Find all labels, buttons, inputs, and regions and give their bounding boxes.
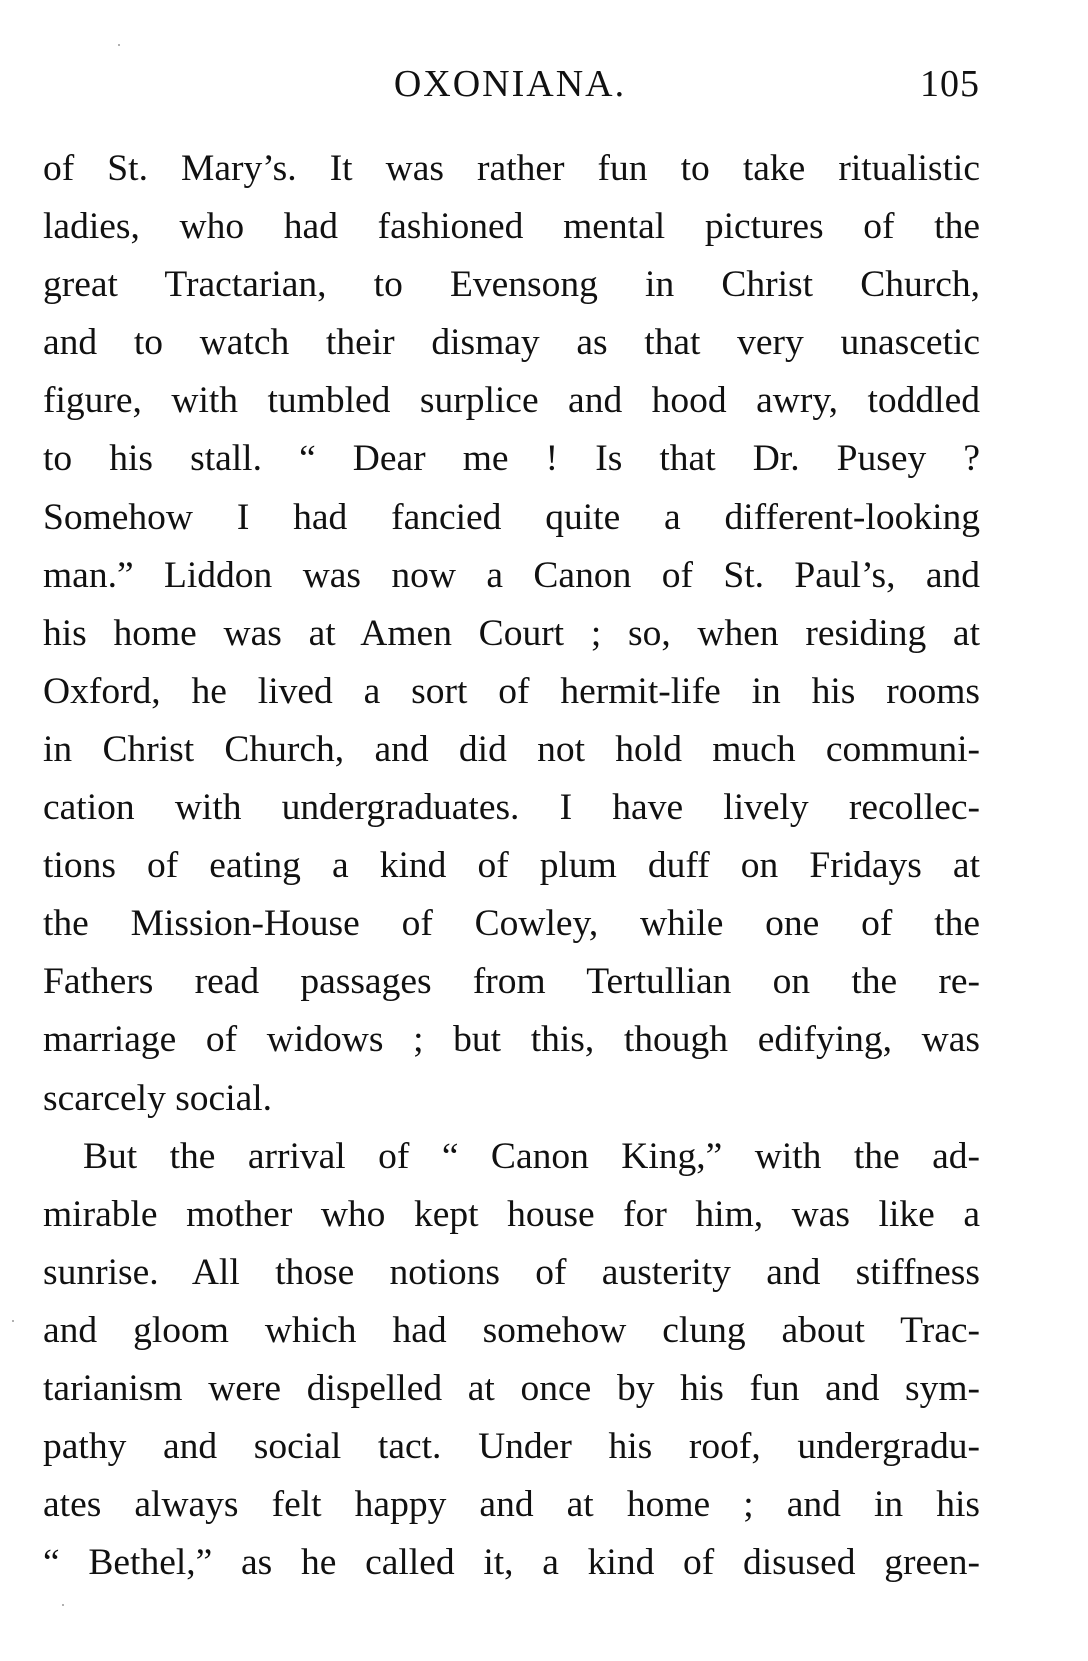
text-line: But the arrival of “ Canon King,” with the ad-	[83, 1135, 980, 1177]
text-line: Fathers read passages from Tertullian on the re-	[43, 961, 980, 1003]
text-line: mirable mother who kept house for him, was like a	[43, 1193, 980, 1235]
text-line: to his stall. “ Dear me ! Is that Dr. Pusey ?	[43, 438, 980, 480]
text-line: and to watch their dismay as that very unascetic	[43, 322, 980, 364]
text-line: cation with undergraduates. I have lively recollec-	[43, 787, 980, 829]
text-line: tions of eating a kind of plum duff on Fridays at	[43, 845, 980, 887]
text-line: in Christ Church, and did not hold much communi-	[43, 728, 980, 770]
text-line: Oxford, he lived a sort of hermit-life in his rooms	[43, 670, 980, 712]
text-line: “ Bethel,” as he called it, a kind of disused green-	[43, 1542, 980, 1584]
running-head	[40, 62, 980, 122]
body-text	[43, 140, 980, 1592]
text-line: marriage of widows ; but this, though edifying, was	[43, 1019, 980, 1061]
text-line: ates always felt happy and at home ; and in his	[43, 1484, 980, 1526]
scan-speck	[118, 44, 120, 46]
text-line: great Tractarian, to Evensong in Christ Church,	[43, 264, 980, 306]
text-line: scarcely social.	[43, 1077, 273, 1119]
text-line: of St. Mary’s. It was rather fun to take ritualistic	[43, 148, 980, 189]
page-number: 105	[920, 63, 980, 105]
text-line: Somehow I had fancied quite a different-looking	[43, 496, 980, 538]
scan-speck	[12, 1320, 14, 1322]
scan-speck	[62, 1604, 64, 1606]
text-line: ladies, who had fashioned mental pictures of the	[43, 206, 980, 248]
text-line: the Mission-House of Cowley, while one of the	[43, 903, 980, 945]
text-line: figure, with tumbled surplice and hood awry, toddled	[43, 380, 980, 422]
page-title: OXONIANA.	[393, 63, 627, 105]
text-line: pathy and social tact. Under his roof, undergradu-	[43, 1426, 980, 1468]
text-line: and gloom which had somehow clung about Trac-	[43, 1309, 980, 1351]
text-line: tarianism were dispelled at once by his fun and sym-	[43, 1367, 980, 1409]
text-line: man.” Liddon was now a Canon of St. Paul’s, and	[43, 554, 980, 596]
text-line: his home was at Amen Court ; so, when residing at	[43, 612, 980, 654]
text-line: sunrise. All those notions of austerity and stiffness	[43, 1251, 980, 1293]
